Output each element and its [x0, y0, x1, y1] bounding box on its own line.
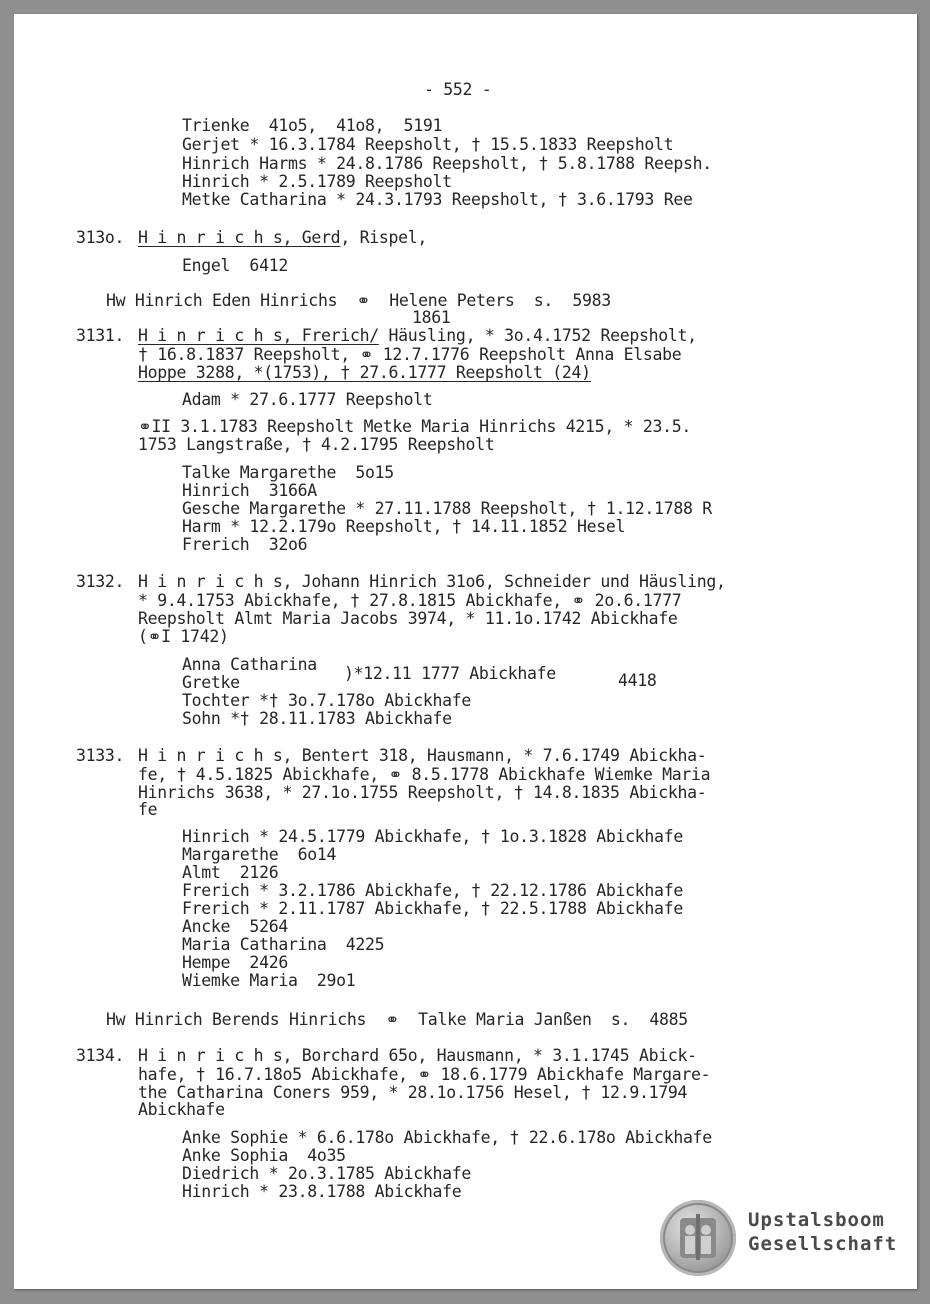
entry-number: 3133. — [76, 746, 125, 765]
entry-header — [138, 228, 427, 247]
logo-text-line1: Upstalsboom — [748, 1209, 885, 1231]
child-line: Hinrich * 24.5.1779 Abickhafe, † 1o.3.1828 Abickhafe — [182, 827, 683, 846]
entry-line: Reepsholt Almt Maria Jacobs 3974, * 11.1o.1742 Abickhafe — [138, 609, 678, 628]
reference-number: 4418 — [618, 671, 657, 690]
entry-number: 3132. — [76, 572, 125, 591]
child-line: Hinrich * 23.8.1788 Abickhafe — [182, 1182, 462, 1201]
child-line: Margarethe 6o14 — [182, 845, 337, 864]
child-line: Gerjet * 16.3.1784 Reepsholt, † 15.5.1833 Reepsholt — [182, 135, 674, 154]
child-line: Hinrich * 2.5.1789 Reepsholt — [182, 172, 452, 191]
child-line: Ancke 5264 — [182, 917, 288, 936]
child-line: Metke Catharina * 24.3.1793 Reepsholt, † 3.6.1793 Ree — [182, 190, 693, 209]
entry-number: 3134. — [76, 1046, 125, 1065]
entry-line: Abickhafe — [138, 1100, 225, 1119]
child-line: Engel 6412 — [182, 256, 288, 275]
upstalsboom-seal-icon — [660, 1200, 736, 1276]
entry-header — [138, 326, 697, 345]
entry-line: ⚭II 3.1.1783 Reepsholt Metke Maria Hinrichs 4215, * 23.5. — [138, 417, 692, 436]
page-number: - 552 - — [424, 80, 492, 99]
child-line: Gesche Margarethe * 27.11.1788 Reepsholt, † 1.12.1788 R — [182, 499, 712, 518]
hw-line: Hw Hinrich Berends Hinrichs ⚭ Talke Maria Janßen s. 4885 — [106, 1010, 688, 1029]
entry-line: H i n r i c h s, Bentert 318, Hausmann, * 7.6.1749 Abickha- — [138, 746, 707, 765]
entry-line: Hoppe 3288, *(1753), † 27.6.1777 Reepsholt (24) — [138, 363, 591, 382]
child-line: Talke Margarethe 5o15 — [182, 463, 394, 482]
entry-header-rest: Häusling, * 3o.4.1752 Reepsholt, — [378, 326, 697, 345]
child-line: Sohn *† 28.11.1783 Abickhafe — [182, 709, 452, 728]
entry-line: hafe, † 16.7.18o5 Abickhafe, ⚭ 18.6.1779 Abickhafe Margare- — [138, 1065, 711, 1084]
entry-number: 3131. — [76, 326, 125, 345]
child-line: Frerich 32o6 — [182, 535, 308, 554]
child-line: Gretke — [182, 673, 240, 692]
entry-line: 1753 Langstraße, † 4.2.1795 Reepsholt — [138, 435, 495, 454]
child-line: Frerich * 2.11.1787 Abickhafe, † 22.5.1788 Abickhafe — [182, 899, 683, 918]
handwritten-note: 1861 — [412, 308, 451, 327]
child-line: Frerich * 3.2.1786 Abickhafe, † 22.12.1786 Abickhafe — [182, 881, 683, 900]
twin-bracket-line: )*12.11 1777 Abickhafe — [344, 664, 556, 683]
entry-line: fe — [138, 800, 158, 819]
entry-name: H i n r i c h s, Gerd — [138, 228, 341, 247]
entry-number: 313o. — [76, 228, 125, 247]
child-line: Maria Catharina 4225 — [182, 935, 385, 954]
entry-line: * 9.4.1753 Abickhafe, † 27.8.1815 Abickhafe, ⚭ 2o.6.1777 — [138, 591, 682, 610]
child-line: Anna Catharina — [182, 655, 317, 674]
entry-line: the Catharina Coners 959, * 28.1o.1756 Hesel, † 12.9.1794 — [138, 1083, 688, 1102]
child-line: Anke Sophie * 6.6.178o Abickhafe, † 22.6.178o Abickhafe — [182, 1128, 712, 1147]
entry-line: fe, † 4.5.1825 Abickhafe, ⚭ 8.5.1778 Abickhafe Wiemke Maria — [138, 765, 711, 784]
child-line: Almt 2126 — [182, 863, 279, 882]
child-line: Trienke 41o5, 41o8, 5191 — [182, 116, 443, 135]
child-line: Hempe 2426 — [182, 953, 288, 972]
child-line: Adam * 27.6.1777 Reepsholt — [182, 390, 433, 409]
entry-line: Hinrichs 3638, * 27.1o.1755 Reepsholt, † 14.8.1835 Abickha- — [138, 783, 707, 802]
entry-header-rest: , Rispel, — [340, 228, 428, 247]
child-line: Harm * 12.2.179o Reepsholt, † 14.11.1852 Hesel — [182, 517, 626, 536]
hw-line: Hw Hinrich Eden Hinrichs ⚭ Helene Peters s. 5983 — [106, 291, 611, 310]
child-line: Hinrich Harms * 24.8.1786 Reepsholt, † 5.8.1788 Reepsh. — [182, 154, 712, 173]
child-line: Wiemke Maria 29o1 — [182, 971, 356, 990]
entry-line: H i n r i c h s, Johann Hinrich 31o6, Schneider und Häusling, — [138, 572, 726, 591]
child-line: Anke Sophia 4o35 — [182, 1146, 346, 1165]
entry-line: (⚭I 1742) — [138, 627, 229, 646]
document-page — [14, 14, 917, 1289]
entry-name: H i n r i c h s, Frerich/ — [138, 326, 379, 345]
logo-text-line2: Gesellschaft — [748, 1233, 898, 1255]
entry-line: H i n r i c h s, Borchard 65o, Hausmann, * 3.1.1745 Abick- — [138, 1046, 697, 1065]
child-line: Tochter *† 3o.7.178o Abickhafe — [182, 691, 472, 710]
child-line: Diedrich * 2o.3.1785 Abickhafe — [182, 1164, 472, 1183]
child-line: Hinrich 3166A — [182, 481, 317, 500]
publisher-logo — [660, 1200, 910, 1276]
entry-line: † 16.8.1837 Reepsholt, ⚭ 12.7.1776 Reepsholt Anna Elsabe — [138, 345, 682, 364]
